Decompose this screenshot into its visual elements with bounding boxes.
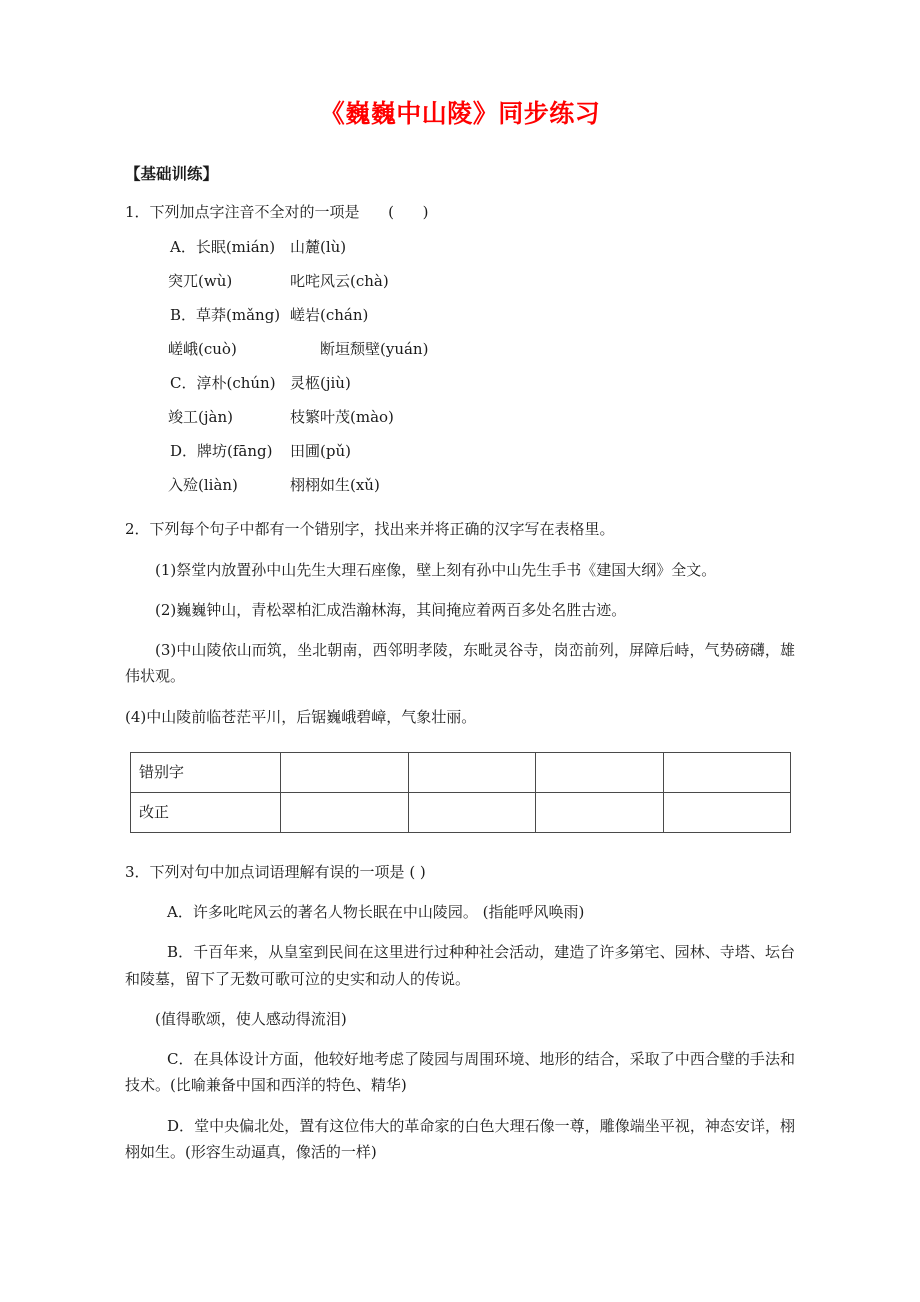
document-content [125,0,795,1165]
table-cell[interactable] [663,792,791,832]
option-left: C．淳朴(chún) [170,374,276,393]
question-3 [125,859,795,1165]
question-2 [125,516,795,833]
option-right: 山麓(lù) [290,238,347,257]
table-row-label: 改正 [131,792,281,832]
option-left: A．长眠(mián) [170,238,276,257]
table-row [131,752,791,792]
option-row [125,407,795,428]
option-row [125,305,795,326]
option-row [125,475,795,496]
table-cell[interactable] [408,792,536,832]
page-title: 《巍巍中山陵》同步练习 [319,99,601,128]
question-3-option-b-note: (值得歌颂，使人感动得流泪) [155,1009,347,1028]
option-row [125,441,795,462]
question-2-item: (2)巍巍钟山，青松翠柏汇成浩瀚林海，其间掩应着两百多处名胜古迹。 [155,600,627,619]
question-2-item: (3)中山陵依山而筑，坐北朝南，西邻明孝陵，东毗灵谷寺，岗峦前列，屏障后峙，气势磅礴，雄伟状观。 [125,641,795,686]
question-2-stem: 2．下列每个句子中都有一个错别字，找出来并将正确的汉字写在表格里。 [125,520,615,539]
option-row [125,271,795,292]
question-1-options [125,237,795,496]
option-right: 嵯岩(chán) [290,306,369,325]
question-3-option-b: B．千百年来，从皇室到民间在这里进行过种种社会活动，建造了许多第宅、园林、寺塔、坛台和陵墓，留下了无数可歌可泣的史实和动人的传说。 [125,943,795,988]
question-3-option-a: A．许多叱咤风云的著名人物长眠在中山陵园。 (指能呼风唤雨) [167,903,585,922]
question-3-option-c: C．在具体设计方面，他较好地考虑了陵园与周围环境、地形的结合，采取了中西合璧的手法和技术。(比喻兼备中国和西洋的特色、精华) [125,1050,795,1095]
option-right: 田圃(pǔ) [290,442,351,461]
option-right: 枝繁叶茂(mào) [290,408,394,427]
table-row [131,792,791,832]
answer-table [130,752,791,833]
question-1 [125,201,795,496]
option-left: 突兀(wù) [168,272,233,291]
option-row [125,237,795,258]
table-cell[interactable] [536,792,664,832]
option-left: 入殓(liàn) [168,476,238,495]
table-row-label: 错别字 [131,752,281,792]
question-1-stem: 1．下列加点字注音不全对的一项是 ( ) [125,203,429,222]
option-right: 叱咤风云(chà) [290,272,389,291]
table-cell[interactable] [281,752,409,792]
question-3-option-d: D．堂中央偏北处，置有这位伟大的革命家的白色大理石像一尊，雕像端坐平视，神态安详，栩栩如生。(形容生动逼真，像活的一样) [125,1116,795,1161]
table-cell[interactable] [281,792,409,832]
option-right: 灵柩(jiù) [290,374,351,393]
table-cell[interactable] [536,752,664,792]
question-2-item: (1)祭堂内放置孙中山先生大理石座像，壁上刻有孙中山先生手书《建国大纲》全文。 [155,560,717,579]
option-row [125,339,795,360]
question-2-item: (4)中山陵前临苍茫平川，后锯巍峨碧嶂，气象壮丽。 [125,707,477,726]
option-left: 嵯峨(cuò) [168,340,237,359]
option-right: 栩栩如生(xǔ) [290,476,380,495]
question-3-stem: 3．下列对句中加点词语理解有误的一项是 ( ) [125,862,426,881]
option-left: D．牌坊(fāng) [170,442,273,461]
section-heading-basic-training: 【基础训练】 [125,163,219,183]
table-cell[interactable] [663,752,791,792]
table-cell[interactable] [408,752,536,792]
option-left: B．草莽(mǎng) [170,306,281,325]
option-left: 竣工(jàn) [168,408,233,427]
option-row [125,373,795,394]
option-right: 断垣颓壁(yuán) [320,340,429,359]
